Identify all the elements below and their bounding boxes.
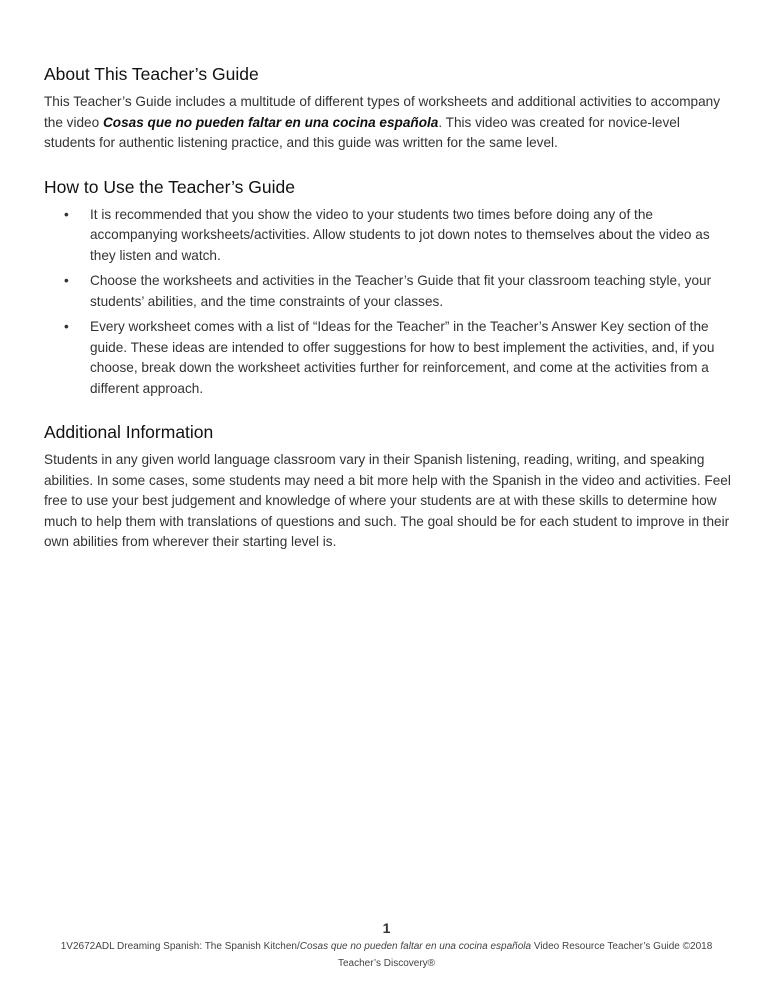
list-item-text: It is recommended that you show the video to your students two times before doing any of the accompanying worksheets/activities. Allow students to jot down notes to themselves about the video as they listen and watch. (90, 206, 710, 263)
footer-copyright-line (0, 938, 773, 955)
page-footer (0, 918, 773, 972)
section-about (44, 62, 734, 154)
about-text-before: This Teacher’s Guide includes a multitude of different types of worksheets and additional activities to accompany the video (44, 94, 721, 130)
section-how-to-use (44, 175, 734, 400)
footer-text-before: 1V2672ADL Dreaming Spanish: The Spanish Kitchen/ (60, 941, 300, 952)
about-text-after: . This video was created for novice-level students for authentic listening practice, and this guide was written for the same level. (44, 114, 680, 150)
section-about-paragraph (44, 92, 734, 154)
bullet-icon: • (64, 206, 69, 222)
additional-information-paragraph: Students in any given world language classroom vary in their Spanish listening, reading, writing, and speaking abilities. In some cases, some students may need a bit more help with the Spanish in the video and activities. Feel free to use your best judgement and knowledge of where your students are at with these skills to determine how much to help them with translations of questions and such. The goal should be for each student to improve in their own abilities from wherever their starting level is. (44, 452, 731, 549)
video-title: Cosas que no pueden faltar en una cocina española (102, 114, 439, 130)
how-to-use-list (44, 205, 734, 400)
list-item (44, 271, 734, 312)
document-body (44, 62, 734, 574)
list-item-text: Every worksheet comes with a list of “Ideas for the Teacher” in the Teacher’s Answer Key section of the guide. These ideas are intended to offer suggestions for how to best implement the activities, and, if you choose, break down the worksheet activities further for reinforcement, and come at the activities from a different approach. (90, 319, 715, 396)
footer-text-after: Video Resource Teacher’s Guide ©2018 (531, 941, 713, 952)
footer-video-title: Cosas que no pueden faltar en una cocina española (299, 941, 532, 952)
bullet-icon: • (64, 319, 69, 334)
bullet-icon: • (64, 273, 69, 288)
list-item (44, 205, 734, 267)
section-heading-how-to-use: How to Use the Teacher’s Guide (44, 176, 295, 197)
section-heading-about: About This Teacher’s Guide (44, 64, 259, 84)
list-item-text: Choose the worksheets and activities in the Teacher’s Guide that fit your classroom teaching style, your students’ abilities, and the time constraints of your classes. (90, 273, 712, 309)
footer-publisher: Teacher’s Discovery® (337, 958, 436, 969)
page-number: 1 (382, 920, 391, 936)
section-additional-information (44, 420, 734, 553)
section-heading-additional-information: Additional Information (44, 422, 214, 442)
list-item (44, 317, 734, 399)
